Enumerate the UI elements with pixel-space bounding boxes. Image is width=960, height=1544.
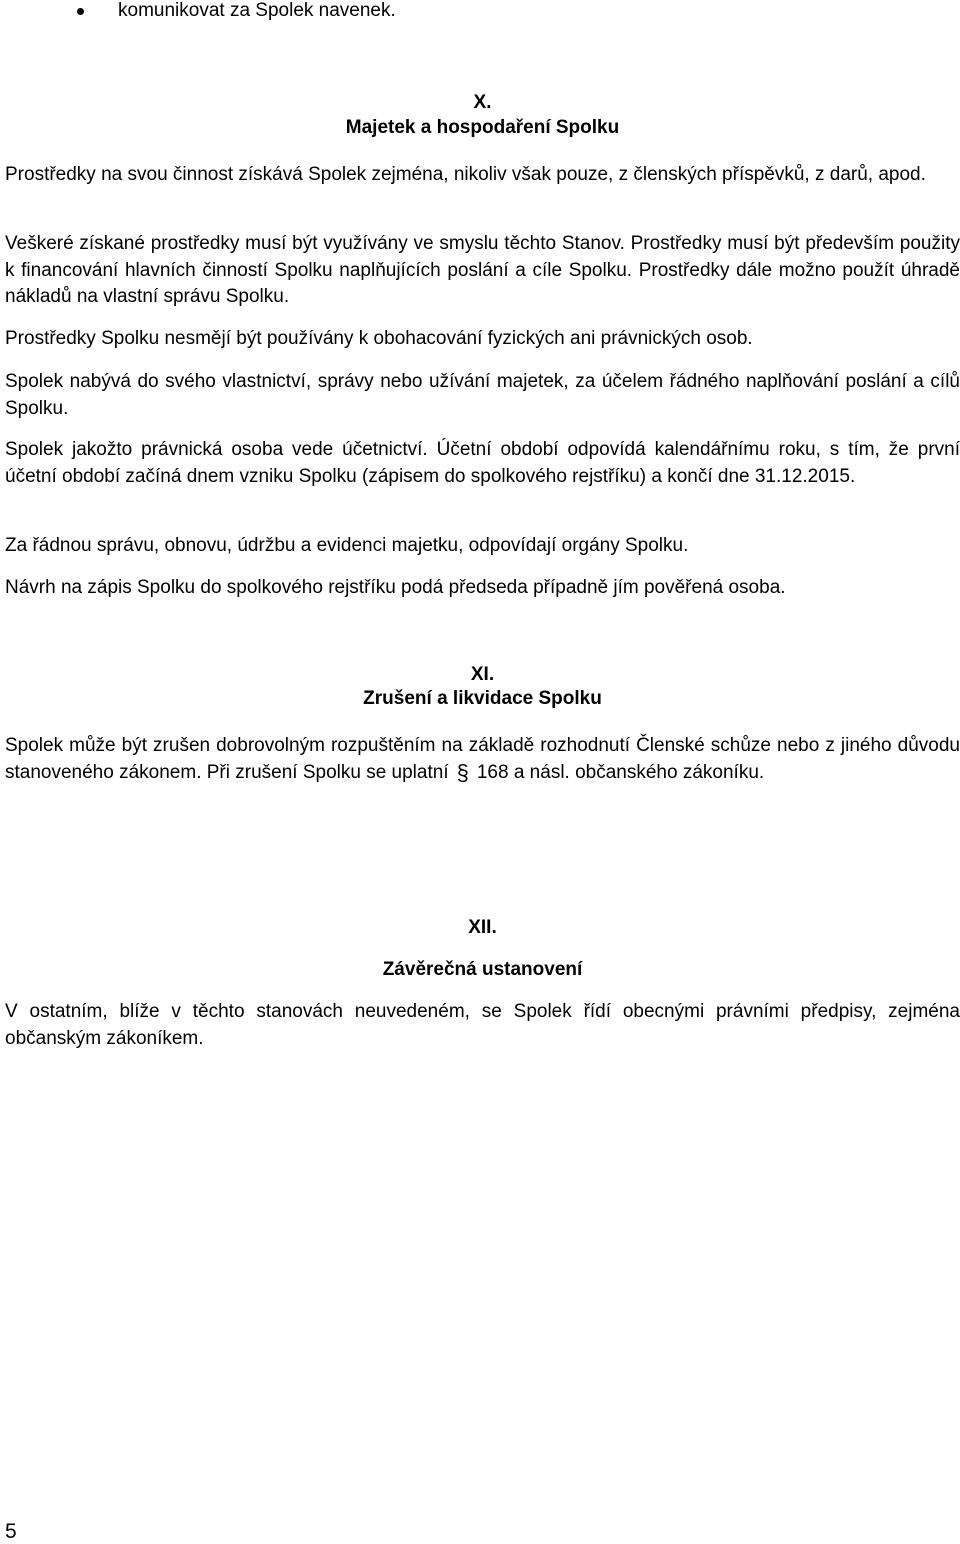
section-xi-paragraph-before: Spolek může být zrušen dobrovolným rozpuštěním na základě rozhodnutí Členské schůze nebo z jiného důvodu stanoveného zákonem. Při zrušení Spolku se uplatní <box>5 735 960 783</box>
section-xi-title: Zrušení a likvidace Spolku <box>363 688 602 709</box>
section-x-title: Majetek a hospodaření Spolku <box>345 117 620 138</box>
section-xi-paragraph-after: 168 a násl. občanského zákoníku. <box>476 761 765 783</box>
section-x-paragraph-4: Spolek nabývá do svého vlastnictví, správy nebo užívání majetek, za účelem řádného naplňování poslání a cílů Spolku. <box>5 371 960 419</box>
section-sign: § <box>456 759 469 785</box>
bullet-dot-icon <box>77 8 84 15</box>
section-x-paragraph-7: Návrh na zápis Spolku do spolkového rejstříku podá předseda případně jím pověřená osoba. <box>5 577 786 598</box>
section-x-paragraph-5: Spolek jakožto právnická osoba vede účetnictví. Účetní období odpovídá kalendářnímu roku, s tím, že první účetní období začíná dnem vzniku Spolku (zápisem do spolkového rejstříku) a končí dne 31.12.2015. <box>5 439 960 487</box>
section-xii-paragraph: V ostatním, blíže v těchto stanovách neuvedeném, se Spolek řídí obecnými právními předpisy, zejména občanským zákoníkem. <box>5 1001 960 1049</box>
section-x-paragraph-1: Prostředky na svou činnost získává Spolek zejména, nikoliv však pouze, z členských příspěvků, z darů, apod. <box>5 164 926 185</box>
section-x-paragraph-6: Za řádnou správu, obnovu, údržbu a evidenci majetku, odpovídají orgány Spolku. <box>5 535 689 556</box>
section-xii-title: Závěrečná ustanovení <box>382 959 583 980</box>
section-xi-paragraph <box>5 733 960 786</box>
page-number: 5 <box>5 1520 17 1543</box>
section-x-paragraph-3: Prostředky Spolku nesmějí být používány k obohacování fyzických ani právnických osob. <box>5 328 753 349</box>
section-x-paragraph-2: Veškeré získané prostředky musí být využívány ve smyslu těchto Stanov. Prostředky musí být především použity k financování hlavních činností Spolku naplňujících poslání a cíle Spolku. Prostředky dále možno použít úhradě nákladů na vlastní správu Spolku. <box>5 233 960 307</box>
section-xi-number: XI. <box>470 664 495 685</box>
section-xii-number: XII. <box>468 917 497 938</box>
section-x-number: X. <box>473 92 492 113</box>
bullet-text: komunikovat za Spolek navenek. <box>118 0 396 21</box>
